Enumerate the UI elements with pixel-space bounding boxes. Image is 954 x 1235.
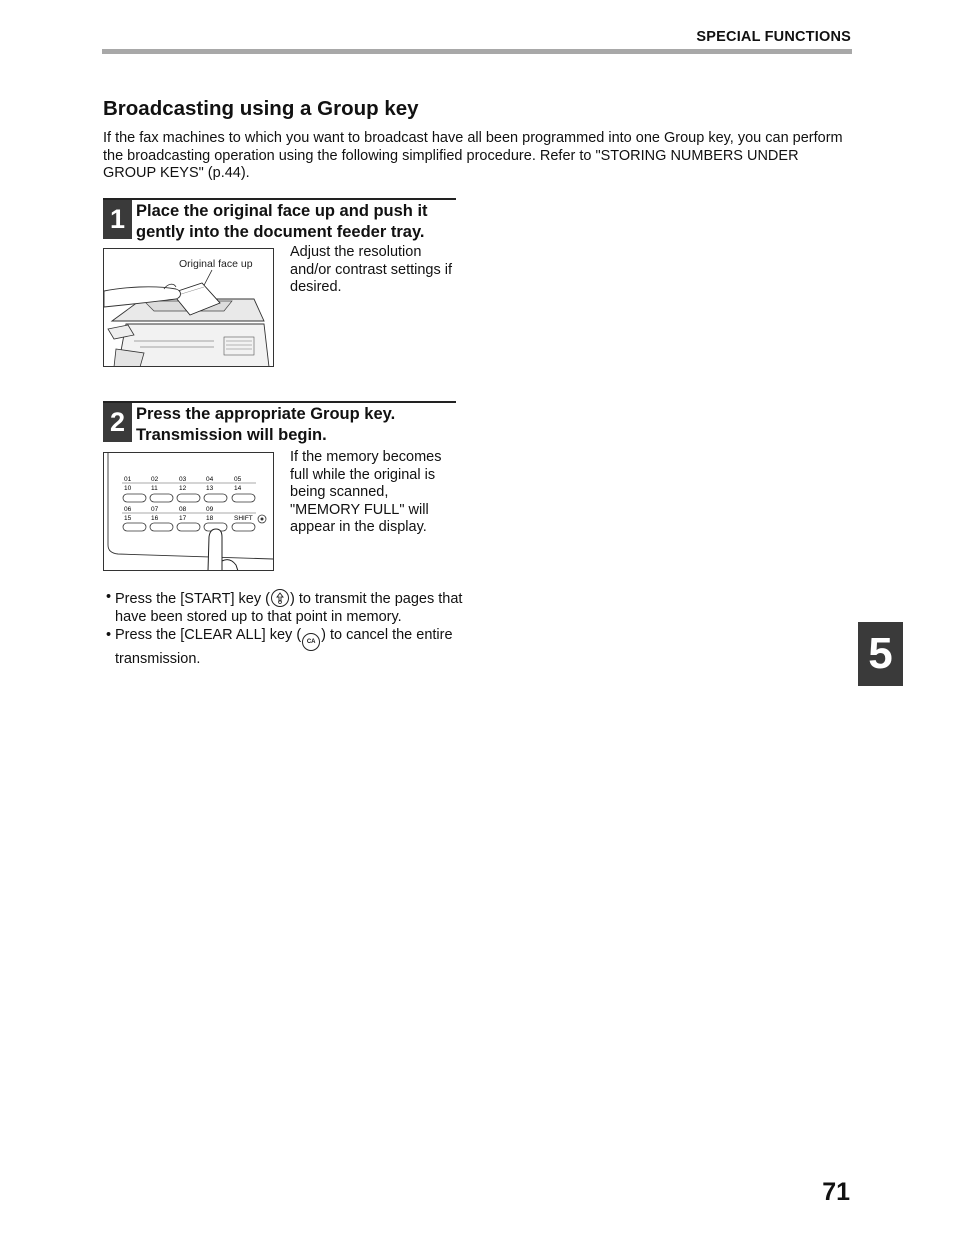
key-label: 05 <box>234 476 242 483</box>
key-label: 12 <box>179 485 187 492</box>
key-label: 17 <box>179 515 187 522</box>
header-rule <box>102 49 852 54</box>
step-note: Adjust the resolution and/or contrast settings if desired. <box>290 244 452 295</box>
start-key-icon <box>271 589 289 607</box>
key-label: 02 <box>151 476 159 483</box>
key-label: 18 <box>206 515 214 522</box>
page-number: 71 <box>822 1178 850 1206</box>
tips-list <box>103 589 463 670</box>
key-label: 10 <box>124 485 132 492</box>
clear-all-key-icon: CA <box>302 633 320 651</box>
step-number: 2 <box>103 403 132 442</box>
step-note: If the memory becomes full while the original is being scanned, "MEMORY FULL" will appear in the display. <box>290 449 442 535</box>
copier-drawing <box>104 249 273 366</box>
document-feeder-illustration <box>103 248 274 367</box>
list-item-text: Press the [CLEAR ALL] key ( <box>115 627 302 643</box>
list-item <box>103 589 463 626</box>
chapter-tab: 5 <box>858 622 903 686</box>
illustration-label: Original face up <box>179 258 253 270</box>
list-item-text: ) to cancel the entire transmission. <box>115 627 453 667</box>
key-label: 09 <box>206 506 214 513</box>
step-rule <box>103 198 456 200</box>
key-label: 04 <box>206 476 214 483</box>
bullet-dot: • <box>106 627 112 643</box>
step-rule <box>103 401 456 403</box>
list-item-text: Press the [START] key ( <box>115 591 270 607</box>
key-label: 11 <box>151 485 158 492</box>
step-heading: Press the appropriate Group key. Transmission will begin. <box>136 405 396 444</box>
intro-paragraph: If the fax machines to which you want to broadcast have all been programmed into one Group key, you can perform the broadcasting operation using the following simplified procedure. Refer to "STORING NUMBERS UNDER GROUP KEYS" (p.44). <box>103 130 843 181</box>
key-label: 08 <box>179 506 187 513</box>
step-heading: Place the original face up and push it gently into the document feeder tray. <box>136 202 428 241</box>
list-item-text: ) to transmit the pages that have been stored up to that point in memory. <box>115 591 463 625</box>
step-number: 1 <box>103 200 132 239</box>
key-label: 07 <box>151 506 159 513</box>
section-title: Broadcasting using a Group key <box>103 97 419 120</box>
key-label: 03 <box>179 476 187 483</box>
shift-key-label: SHIFT <box>234 515 253 522</box>
running-header: SPECIAL FUNCTIONS <box>696 29 851 45</box>
bullet-dot: • <box>106 589 112 605</box>
step-2 <box>103 401 456 573</box>
key-label: 15 <box>124 515 132 522</box>
group-keypad-illustration <box>103 452 274 571</box>
key-label: 16 <box>151 515 159 522</box>
list-item <box>103 627 463 669</box>
keypad-drawing <box>104 453 273 570</box>
key-label: 06 <box>124 506 132 513</box>
step-1 <box>103 198 456 370</box>
key-label: 01 <box>124 476 132 483</box>
key-label: 13 <box>206 485 214 492</box>
key-label: 14 <box>234 485 242 492</box>
